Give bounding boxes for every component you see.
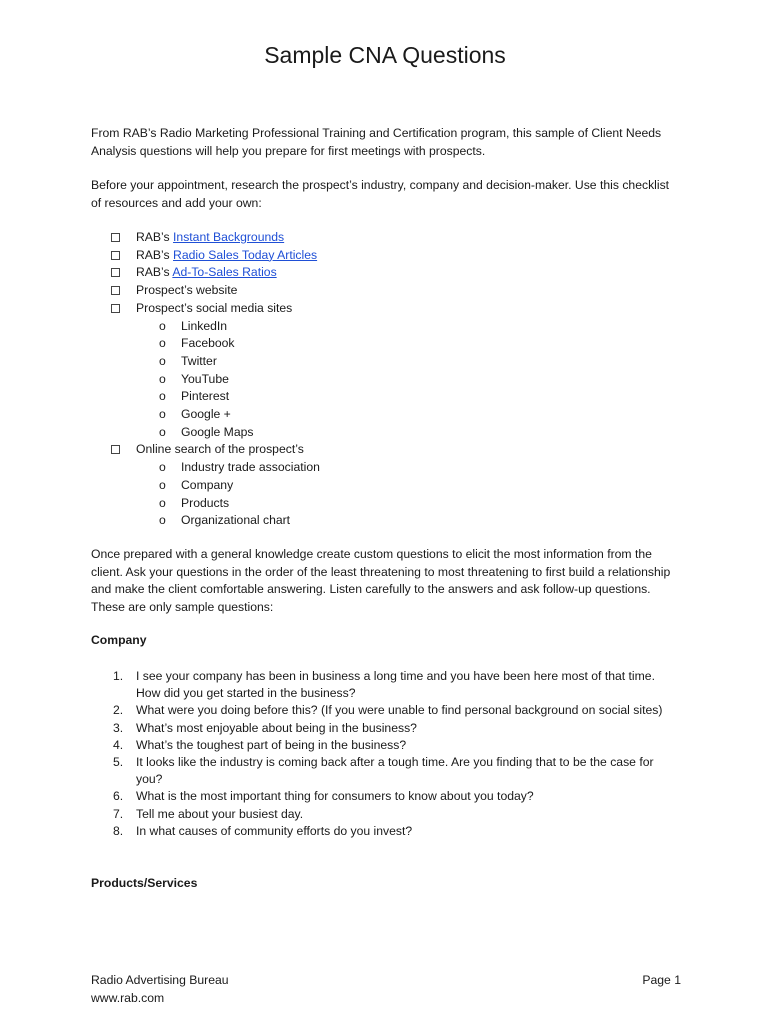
instant-backgrounds-link[interactable]: Instant Backgrounds (173, 230, 285, 244)
before-appointment-paragraph: Before your appointment, research the prospect’s industry, company and decision-maker. Use this checklist of resources and add your own: (91, 178, 670, 210)
circle-bullet-icon: o (159, 353, 166, 368)
circle-bullet-icon: o (159, 477, 166, 492)
checkbox-icon (111, 233, 120, 242)
circle-bullet-icon: o (159, 495, 166, 510)
checkbox-icon (111, 268, 120, 277)
radio-sales-today-link[interactable]: Radio Sales Today Articles (173, 247, 318, 262)
social-media-sublist (136, 318, 681, 442)
circle-bullet-icon: o (159, 336, 166, 351)
ad-to-sales-ratios-link[interactable]: Ad-To-Sales Ratios (172, 265, 277, 280)
sub-list-item: o Industry trade association (136, 459, 681, 477)
checkbox-icon (111, 251, 120, 260)
checkbox-icon (111, 286, 120, 295)
resource-checklist (91, 229, 681, 530)
checklist-item: Prospect’s website (91, 282, 681, 300)
circle-bullet-icon: o (159, 371, 166, 386)
sub-list-item: o Google + (136, 406, 681, 424)
question-item: 7. Tell me about your busiest day. (113, 806, 304, 821)
sub-list-item: o Google Maps (136, 424, 681, 442)
page-number: Page 1 (642, 973, 681, 987)
checklist-item: RAB’s Instant Backgrounds (91, 229, 681, 247)
question-item: 4. What’s the toughest part of being in the business? (113, 737, 407, 752)
company-heading: Company (91, 633, 147, 647)
footer-url: www.rab.com (91, 990, 165, 1005)
checklist-item: RAB’s Ad-To-Sales Ratios (91, 264, 681, 282)
circle-bullet-icon: o (159, 318, 166, 333)
question-item: 8. In what causes of community efforts do you invest? (113, 823, 413, 838)
page-title: Sample CNA Questions (264, 42, 506, 68)
checklist-item: RAB’s Radio Sales Today Articles (91, 247, 681, 265)
question-item: 1. I see your company has been in business a long time and you have been here most of that time. How did you get started in the business? (113, 669, 655, 701)
sub-list-item: o Facebook (136, 335, 681, 353)
intro-paragraph: From RAB’s Radio Marketing Professional Training and Certification program, this sample of Client Needs Analysis questions will help you prepare for first meetings with prospects. (91, 126, 662, 158)
circle-bullet-icon: o (159, 460, 166, 475)
circle-bullet-icon: o (159, 407, 166, 422)
sub-list-item: o Twitter (136, 353, 681, 371)
sub-list-item: o Company (136, 477, 681, 495)
sub-list-item: o Pinterest (136, 388, 681, 406)
checklist-item: Prospect’s social media sites o LinkedIn o Facebook o Twitter o YouTube o Pinterest o Google + o Google Maps (91, 300, 681, 442)
company-questions-list (91, 668, 681, 840)
sub-list-item: o YouTube (136, 371, 681, 389)
circle-bullet-icon: o (159, 389, 166, 404)
products-services-heading: Products/Services (91, 876, 198, 890)
sub-list-item: o Organizational chart (136, 512, 681, 530)
circle-bullet-icon: o (159, 513, 166, 528)
question-item: 5. It looks like the industry is coming back after a tough time. Are you finding that to be the case for you? (113, 755, 654, 787)
checkbox-icon (111, 304, 120, 313)
question-item: 6. What is the most important thing for consumers to know about you today? (113, 789, 534, 804)
circle-bullet-icon: o (159, 424, 166, 439)
sub-list-item: o LinkedIn (136, 318, 681, 336)
question-item: 3. What’s most enjoyable about being in the business? (113, 720, 417, 735)
checkbox-icon (111, 445, 120, 454)
once-prepared-paragraph: Once prepared with a general knowledge create custom questions to elicit the most information from the client. Ask your questions in the order of the least threatening to most threatening to first build a relationship and make the client comfortable answering. Listen carefully to the answers and ask follow-up questions. These are only sample questions: (91, 547, 671, 614)
question-item: 2. What were you doing before this? (If you were unable to find personal background on social sites) (113, 703, 663, 718)
online-search-sublist (136, 459, 681, 530)
sub-list-item: o Products (136, 495, 681, 513)
checklist-item: Online search of the prospect’s o Industry trade association o Company o Products o Organizational chart (91, 441, 681, 530)
footer-org: Radio Advertising Bureau (91, 973, 229, 987)
